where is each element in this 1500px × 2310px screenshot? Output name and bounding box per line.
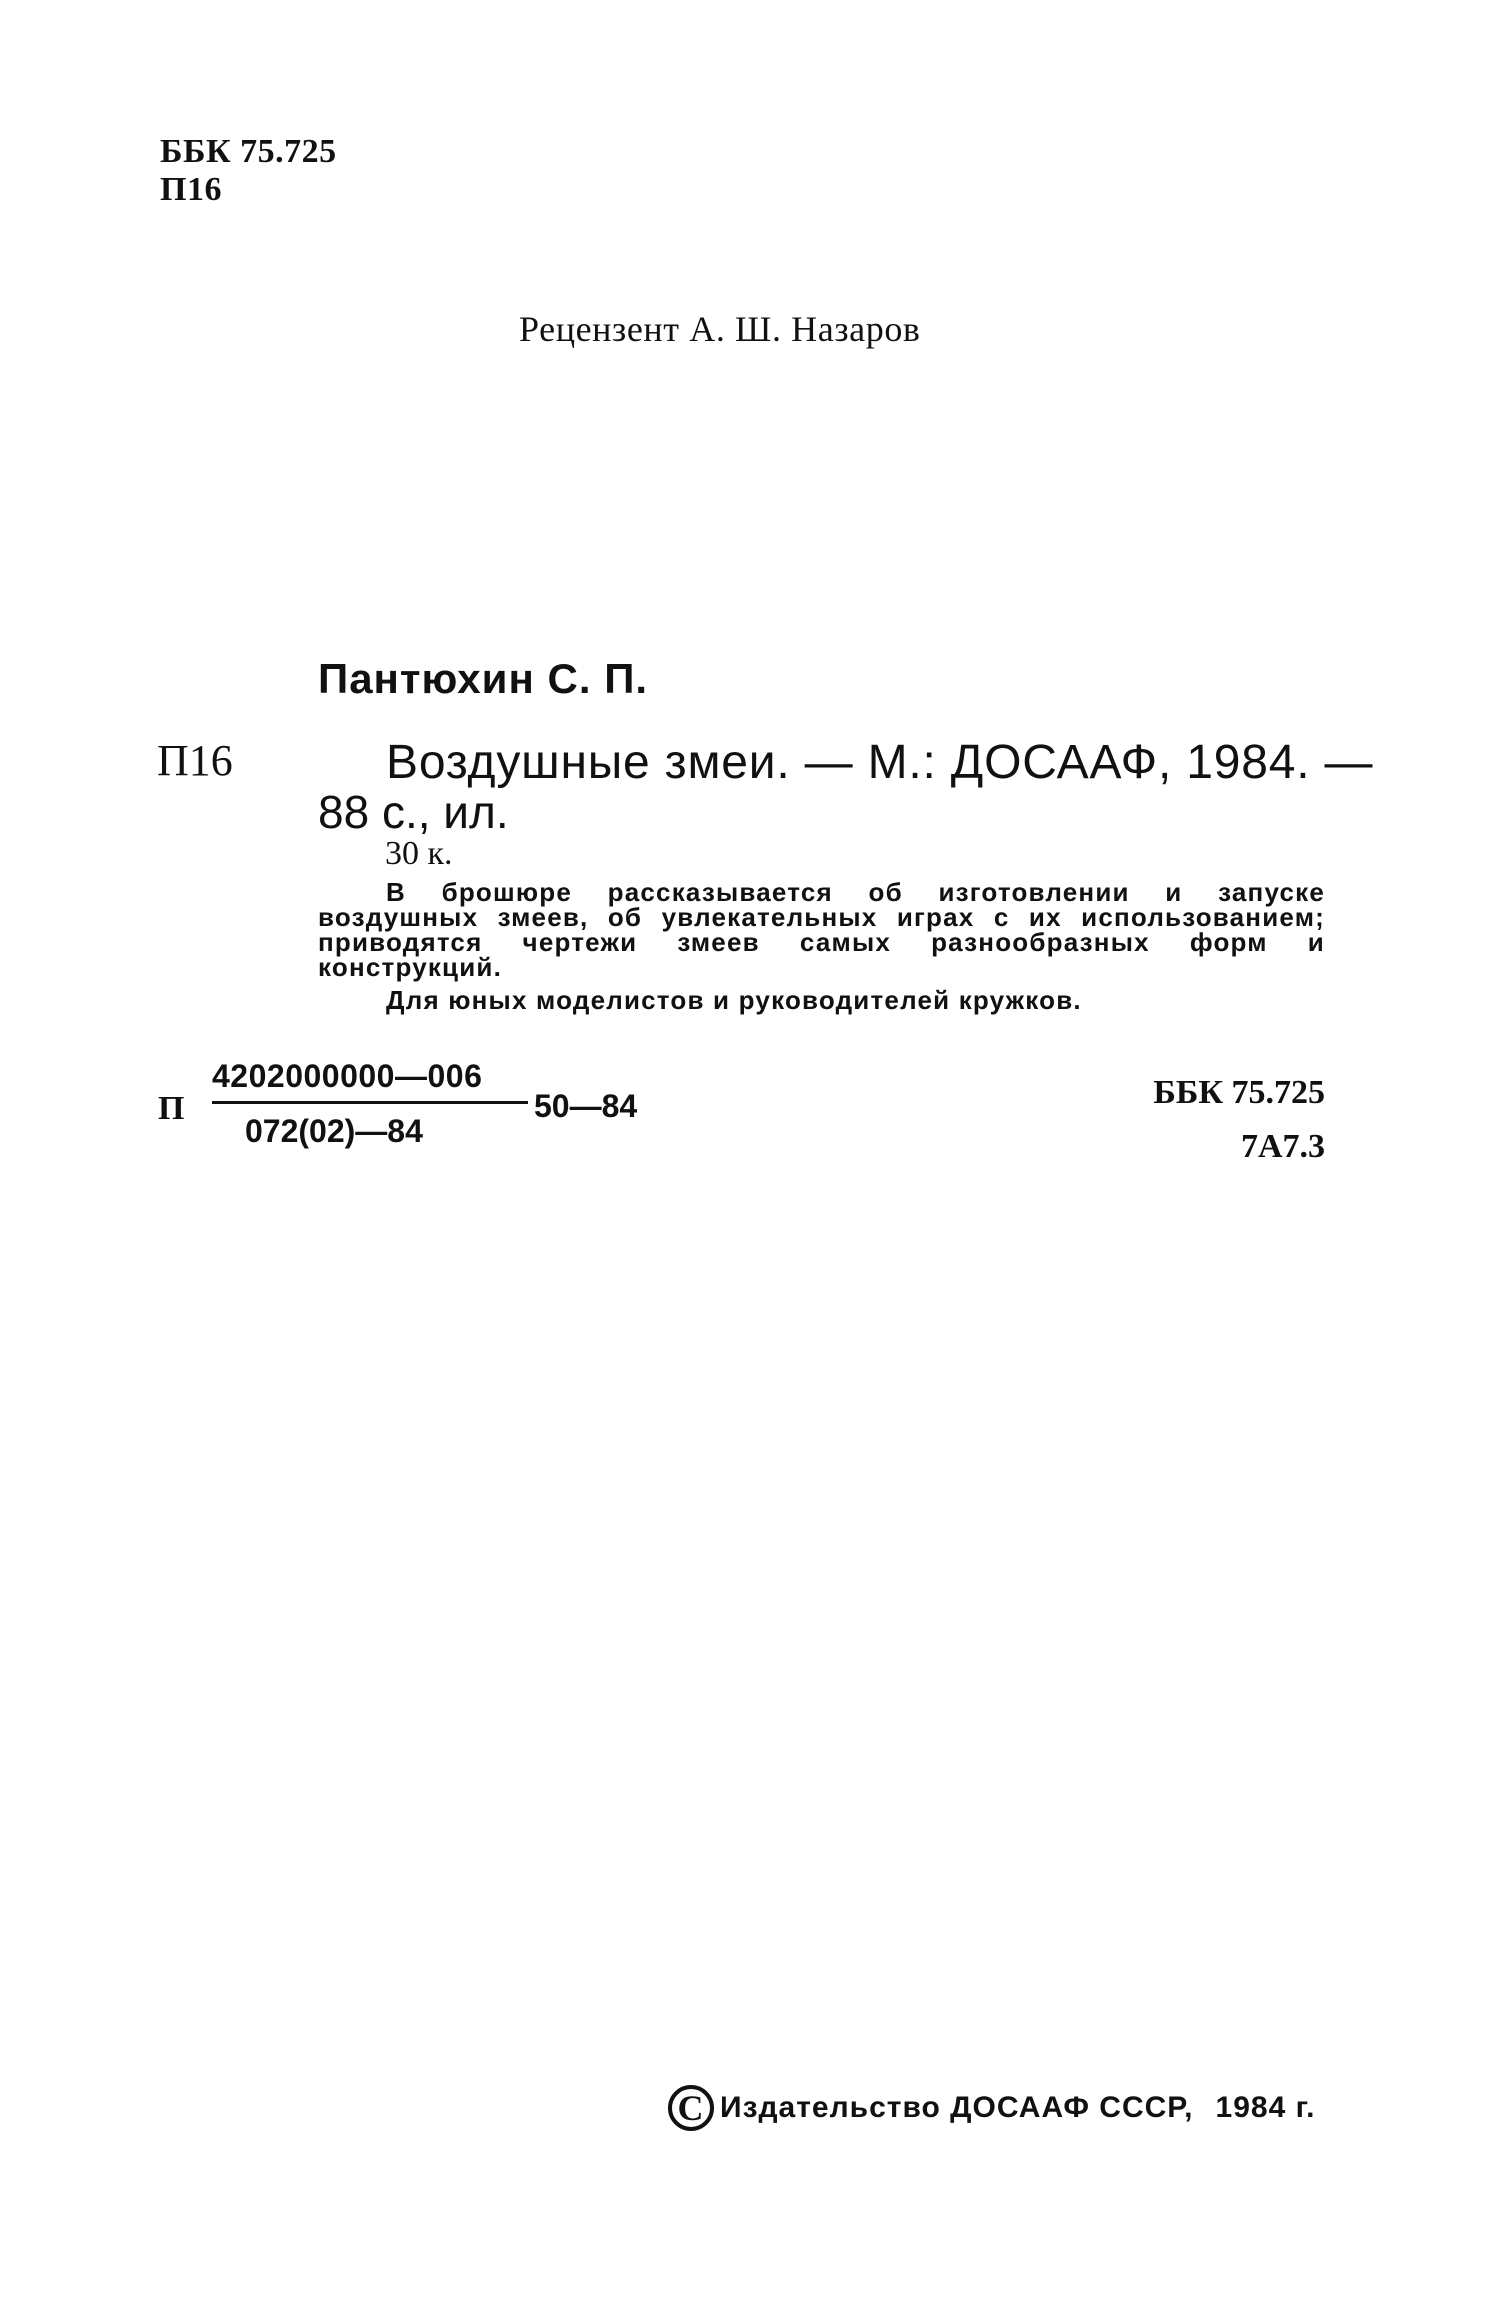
classification-bottom [1153,1066,1325,1174]
reviewer-line: Рецензент А. Ш. Назаров [519,309,921,349]
bbk-subcode-bottom: 7А7.3 [1240,1128,1325,1165]
catalog-index-suffix: 50—84 [534,1088,638,1124]
catalog-index-denominator: 072(02)—84 [245,1113,423,1149]
copyright-publisher: Издательство ДОСААФ СССР, [720,2091,1194,2124]
annotation-summary: В брошюре рассказывается об изготовлении и запуске воздушных змеев, об увлекательных играх с их использованием; приводятся чертежи змеев самых разнообразных форм и конструкций. [318,877,1325,982]
annotation-audience: Для юных моделистов и руководителей кружков. [386,985,1082,1015]
classification-top [160,133,337,209]
shelf-code-top: П16 [160,171,222,208]
copyright-icon: C [668,2085,714,2131]
fraction-bar [212,1101,528,1104]
bbk-code-top: ББК 75.725 [160,133,337,170]
annotation-block [318,877,1325,1015]
copyright-line [668,2085,1315,2131]
catalog-index-numerator: 4202000000—006 [212,1058,483,1094]
price-line: 30 к. [385,835,453,872]
catalog-index-letter: П [158,1090,185,1127]
book-title-line: Воздушные змеи. — М.: ДОСААФ, 1984. — [386,736,1374,789]
pages-line: 88 с., ил. [318,786,509,838]
bbk-code-bottom: ББК 75.725 [1153,1074,1325,1111]
entry-shelf-code: П16 [157,736,233,785]
copyright-year: 1984 г. [1215,2091,1316,2124]
author-name: Пантюхин С. П. [318,655,649,702]
